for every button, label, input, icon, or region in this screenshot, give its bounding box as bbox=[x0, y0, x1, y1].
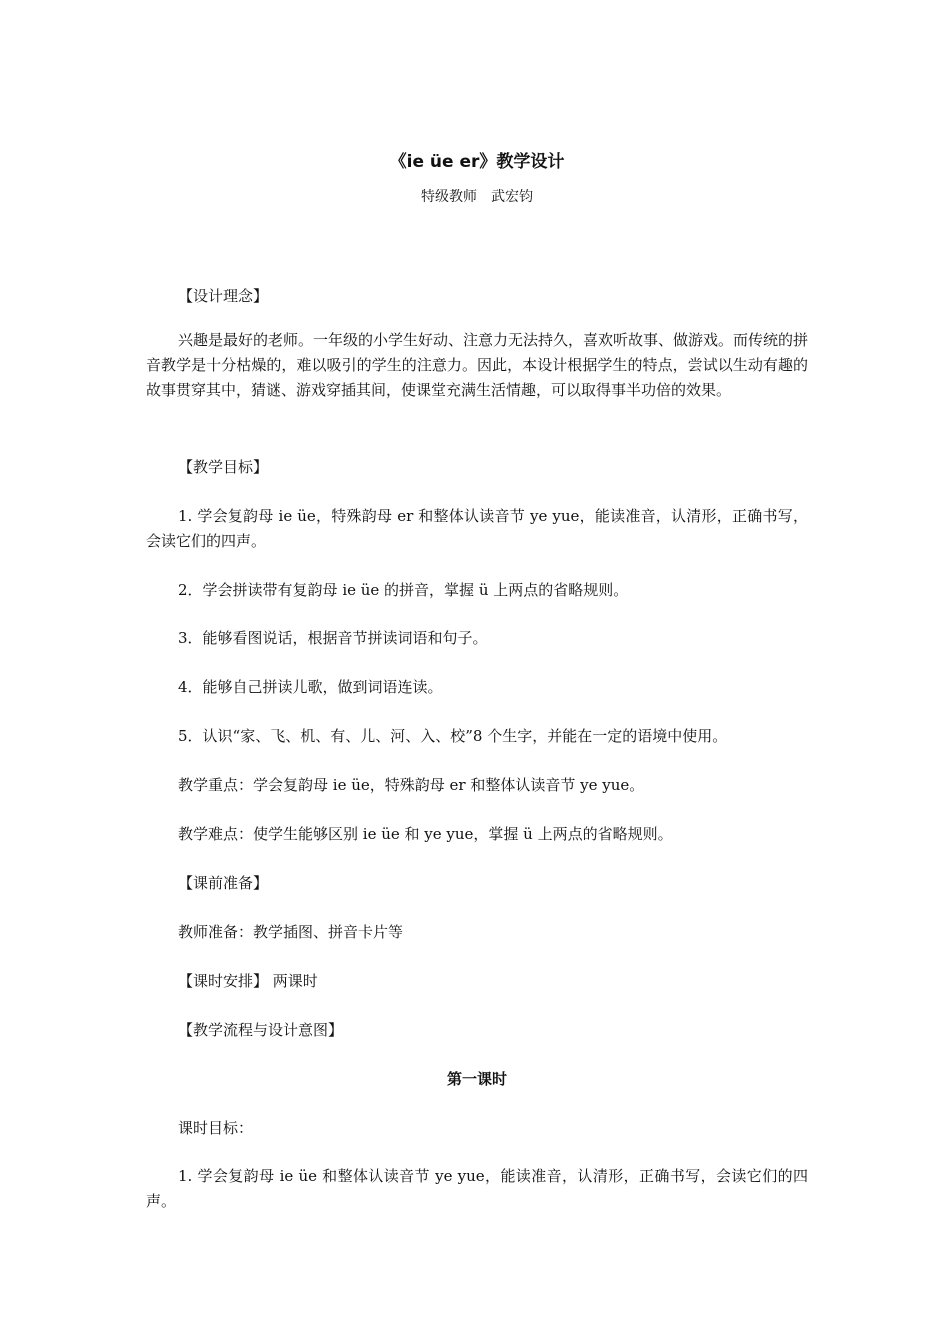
goals-heading: 【教学目标】 bbox=[178, 458, 269, 476]
document-title: 《ie üe er》教学设计 bbox=[389, 152, 565, 172]
lesson-one-heading: 第一课时 bbox=[446, 1070, 507, 1088]
goal-item-2: 2．学会拼读带有复韵母 ie üe 的拼音，掌握 ü 上两点的省略规则。 bbox=[178, 581, 629, 599]
preparation-text: 教师准备：教学插图、拼音卡片等 bbox=[178, 923, 404, 941]
preparation-heading: 【课前准备】 bbox=[178, 874, 269, 892]
author-line bbox=[146, 187, 808, 207]
process-heading: 【教学流程与设计意图】 bbox=[178, 1021, 344, 1039]
author-name: 武宏钧 bbox=[491, 189, 533, 205]
difficult-point: 教学难点：使学生能够区别 ie üe 和 ye yue，掌握 ü 上两点的省略规则。 bbox=[178, 825, 673, 843]
goal-item-3: 3．能够看图说话，根据音节拼读词语和句子。 bbox=[178, 629, 488, 647]
key-point: 教学重点：学会复韵母 ie üe，特殊韵母 er 和整体认读音节 ye yue。 bbox=[178, 776, 645, 794]
author-role: 特级教师 bbox=[421, 189, 477, 205]
design-concept-paragraph: 兴趣是最好的老师。一年级的小学生好动、注意力无法持久，喜欢听故事、做游戏。而传统的拼音教学是十分枯燥的，难以吸引的学生的注意力。因此，本设计根据学生的特点，尝试以生动有趣的故事贯穿其中，猜谜、游戏穿插其间，使课堂充满生活情趣，可以取得事半功倍的效果。 bbox=[146, 331, 809, 399]
goal-item-4: 4．能够自己拼读儿歌，做到词语连读。 bbox=[178, 678, 443, 696]
lesson-goal-item-1: 1. 学会复韵母 ie üe 和整体认读音节 ye yue，能读准音，认清形，正确书写，会读它们的四声。 bbox=[146, 1167, 808, 1210]
goal-item-1: 1. 学会复韵母 ie üe，特殊韵母 er 和整体认读音节 ye yue，能读准音，认清形，正确书写，会读它们的四声。 bbox=[146, 507, 808, 550]
document-page bbox=[146, 0, 808, 1344]
schedule-line: 【课时安排】 两课时 bbox=[178, 972, 318, 990]
goal-item-5: 5．认识“家、飞、机、有、儿、河、入、校”8 个生字，并能在一定的语境中使用。 bbox=[178, 727, 728, 745]
design-concept-heading: 【设计理念】 bbox=[178, 287, 269, 305]
lesson-goals-label: 课时目标： bbox=[178, 1119, 254, 1137]
